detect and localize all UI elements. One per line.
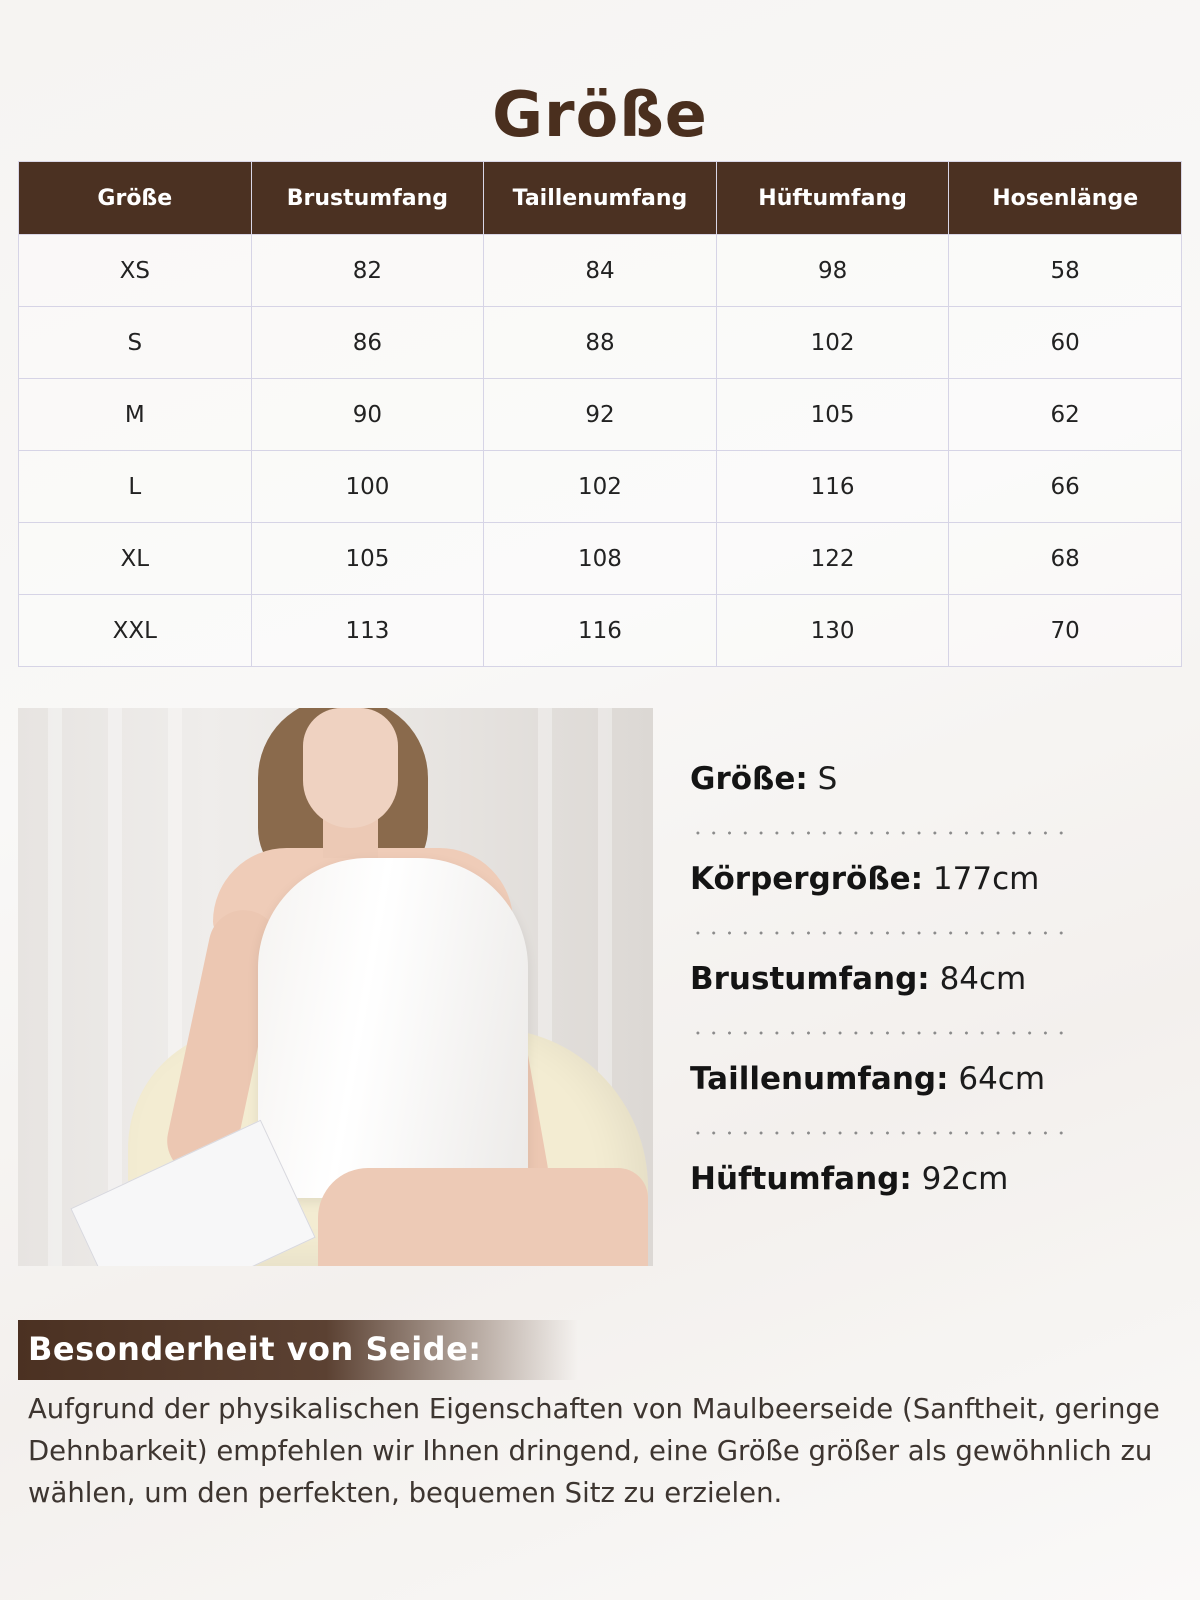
table-cell: 58 (949, 235, 1182, 307)
feature-heading-banner (18, 1320, 578, 1380)
spec-value: 92cm (921, 1161, 1009, 1197)
table-cell: 105 (251, 523, 484, 595)
table-cell: 82 (251, 235, 484, 307)
dotted-divider (690, 931, 1072, 935)
table-cell: 90 (251, 379, 484, 451)
model-face (303, 708, 398, 828)
spec-value: 84cm (939, 961, 1027, 997)
spec-row-waist (690, 1057, 1070, 1157)
table-cell: 100 (251, 451, 484, 523)
table-cell: 130 (716, 595, 949, 667)
table-cell: 66 (949, 451, 1182, 523)
spec-key: Hüftumfang: (690, 1161, 912, 1197)
table-cell: 86 (251, 307, 484, 379)
table-row (19, 379, 1182, 451)
spec-row-height (690, 857, 1070, 957)
table-cell: 102 (716, 307, 949, 379)
page-title: Größe (492, 78, 708, 151)
table-cell: XXL (19, 595, 252, 667)
silk-slip-dress (258, 858, 528, 1198)
table-cell: 68 (949, 523, 1182, 595)
spec-key: Taillenumfang: (690, 1061, 949, 1097)
table-row (19, 595, 1182, 667)
table-cell: 116 (484, 595, 717, 667)
table-cell: 62 (949, 379, 1182, 451)
spec-key: Größe: (690, 761, 808, 797)
spec-key: Körpergröße: (690, 861, 924, 897)
model-photo (18, 708, 653, 1266)
spec-row-size (690, 757, 1070, 857)
model-specs (690, 757, 1070, 1257)
table-cell: 102 (484, 451, 717, 523)
table-row (19, 307, 1182, 379)
table-cell: 113 (251, 595, 484, 667)
header-groesse: Größe (19, 162, 252, 235)
dotted-divider (690, 1131, 1072, 1135)
dotted-divider (690, 831, 1072, 835)
spec-value: 64cm (958, 1061, 1046, 1097)
table-cell: 84 (484, 235, 717, 307)
table-cell: XL (19, 523, 252, 595)
spec-row-bust (690, 957, 1070, 1057)
table-cell: 122 (716, 523, 949, 595)
table-cell: 98 (716, 235, 949, 307)
table-cell: L (19, 451, 252, 523)
size-chart-table (18, 161, 1182, 667)
spec-row-hip (690, 1157, 1070, 1257)
table-cell: S (19, 307, 252, 379)
spec-key: Brustumfang: (690, 961, 930, 997)
table-cell: 105 (716, 379, 949, 451)
table-header-row (19, 162, 1182, 235)
table-cell: 60 (949, 307, 1182, 379)
header-brustumfang: Brustumfang (251, 162, 484, 235)
header-taillenumfang: Taillenumfang (484, 162, 717, 235)
table-cell: 70 (949, 595, 1182, 667)
spec-value: 177cm (932, 861, 1040, 897)
feature-heading: Besonderheit von Seide: (28, 1330, 482, 1368)
table-row (19, 235, 1182, 307)
header-hosenlaenge: Hosenlänge (949, 162, 1182, 235)
dotted-divider (690, 1031, 1072, 1035)
feature-text: Aufgrund der physikalischen Eigenschaften von Maulbeerseide (Sanftheit, geringe Dehnbarkeit) empfehlen wir Ihnen dringend, eine Größe größer als gewöhnlich zu wählen, um den perfekten, bequemen Sitz zu erzielen. (28, 1393, 1160, 1509)
header-hueftumfang: Hüftumfang (716, 162, 949, 235)
table-cell: 108 (484, 523, 717, 595)
table-cell: XS (19, 235, 252, 307)
table-cell: 116 (716, 451, 949, 523)
table-cell: M (19, 379, 252, 451)
table-row (19, 451, 1182, 523)
spec-value: S (817, 761, 838, 797)
table-row (19, 523, 1182, 595)
table-cell: 88 (484, 307, 717, 379)
table-cell: 92 (484, 379, 717, 451)
